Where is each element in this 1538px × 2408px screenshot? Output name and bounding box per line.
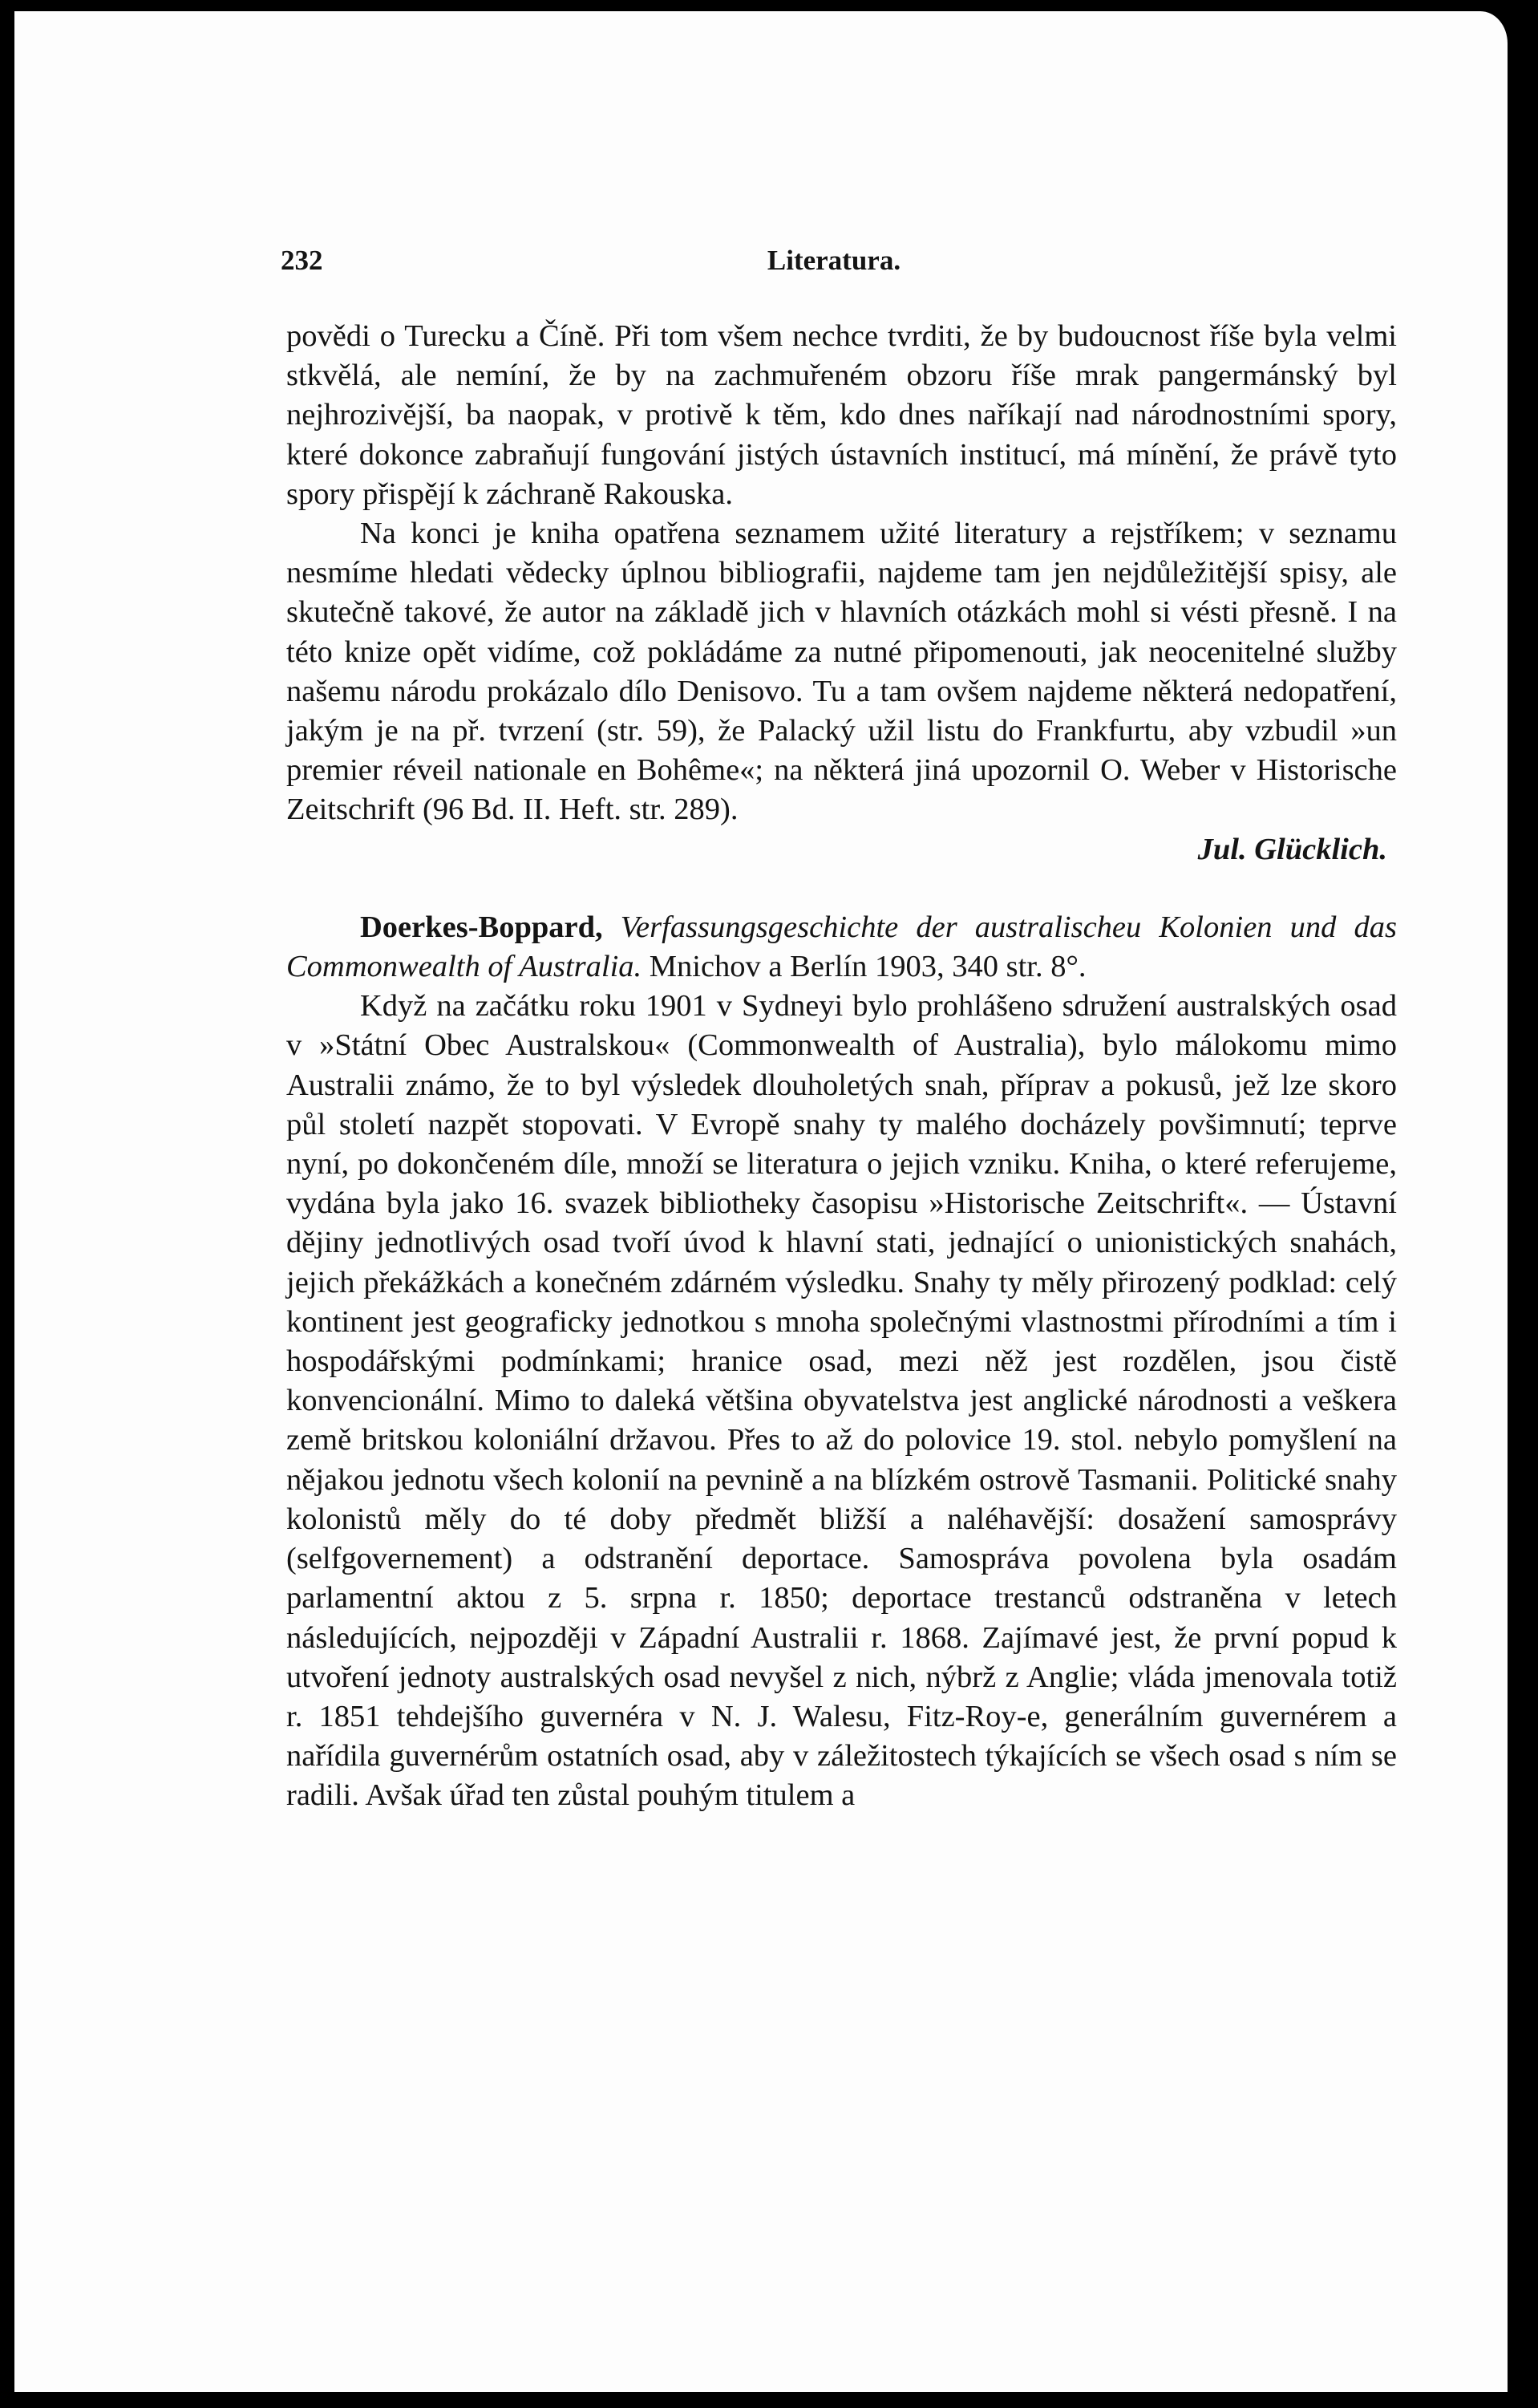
review1-continuation: povědi o Turecku a Číně. Při tom všem nechce tvrditi, že by budoucnost říše byla velmi stkvělá, ale nemíní, že by na zachmuřeném obzoru říše mrak pangermánský byl nejhrozivější, ba naopak, v protivě k těm, kdo dnes naříkají nad národnostními spory, které dokonce zabraňují fungování jistých ústavních institucí, má mínění, že právě tyto spory přispějí k záchraně Rakouska. bbox=[286, 319, 1397, 511]
review2-book-title: Verfassungsgeschichte der australischeu Kolonien und das Commonwealth of Australia. bbox=[286, 910, 1398, 984]
running-title: Literatura. bbox=[767, 245, 901, 276]
page-number: 232 bbox=[281, 245, 323, 276]
review1-paragraph: Na konci je kniha opatřena seznamem užité literatury a rejstříkem; v seznamu nesmíme hledati vědecky úplnou bibliografii, najdeme tam jen nejdůležitější spisy, ale skutečně takové, že autor na základě jich v hlavních otázkách mohl si vésti přesně. I na této knize opět vidíme, což pokládáme za nutné připomenouti, jak neocenitelné služby našemu národu prokázalo dílo Denisovo. Tu a tam ovšem najdeme některá nedopatření, jakým je na př. tvrzení (str. 59), že Palacký užil listu do Frankfurtu, aby vzbudil »un premier réveil nationale en Bohême«; na některá jiná upozornil O. Weber v Historische Zeitschrift (96 Bd. II. Heft. str. 289). bbox=[286, 517, 1397, 827]
review2-citation bbox=[286, 908, 1397, 987]
review2-publication: Mnichov a Berlín 1903, 340 str. 8°. bbox=[649, 950, 1087, 984]
review2-body: Když na začátku roku 1901 v Sydneyi bylo prohlášeno sdružení australských osad v »Státní Obec Australskou« (Commonwealth of Australia), bylo málokomu mimo Australii známo, že to byl výsledek dlouholetých snah, příprav a pokusů, jež lze skoro půl století nazpět stopovati. V Evropě snahy ty malého docházely povšimnutí; teprve nyní, po dokončeném díle, množí se literatura o jejich vzniku. Kniha, o které referujeme, vydána byla jako 16. svazek bibliotheky časopisu »Historische Zeitschrift«. — Ústavní dějiny jednotlivých osad tvoří úvod k hlavní stati, jednající o unionistických snahách, jejich překážkách a konečném zdárném výsledku. Snahy ty měly přirozený podklad: celý kontinent jest geograficky jednotkou s mnoha společnými vlastnostmi přírodními a tím i hospodářskými podmínkami; hranice osad, mezi něž jest rozdělen, jsou čistě konvencionální. Mimo to daleká většina obyvatelstva jest anglické národnosti a veškera země britskou koloniální državou. Přes to až do polovice 19. stol. nebylo pomyšlení na nějakou jednotu všech kolonií na pevnině a na blízkém ostrově Tasmanii. Politické snahy kolonistů měly do té doby předmět bližší a naléhavější: dosažení samosprávy (selfgovernement) a odstranění deportace. Samospráva povolena byla osadám parlamentní aktou z 5. srpna r. 1850; deportace trestanců odstraněna v letech následujících, nejpozději v Západní Australii r. 1868. Zajímavé jest, že první popud k utvoření jednoty australských osad nevyšel z nich, nýbrž z Anglie; vláda jmenovala totiž r. 1851 tehdejšího guvernéra v N. J. Walesu, Fitz-Roy-e, generálním guvernérem a nařídila guvernérům ostatních osad, aby v záležitostech týkajících se všech osad s ním se radili. Avšak úřad ten zůstal pouhým titulem a bbox=[286, 989, 1397, 1813]
running-head bbox=[281, 245, 1387, 277]
body-text bbox=[286, 317, 1397, 1816]
review2-author: Doerkes-Boppard, bbox=[360, 910, 603, 944]
section-gap bbox=[286, 870, 1397, 908]
review1-signature: Jul. Glücklich. bbox=[1197, 832, 1387, 866]
